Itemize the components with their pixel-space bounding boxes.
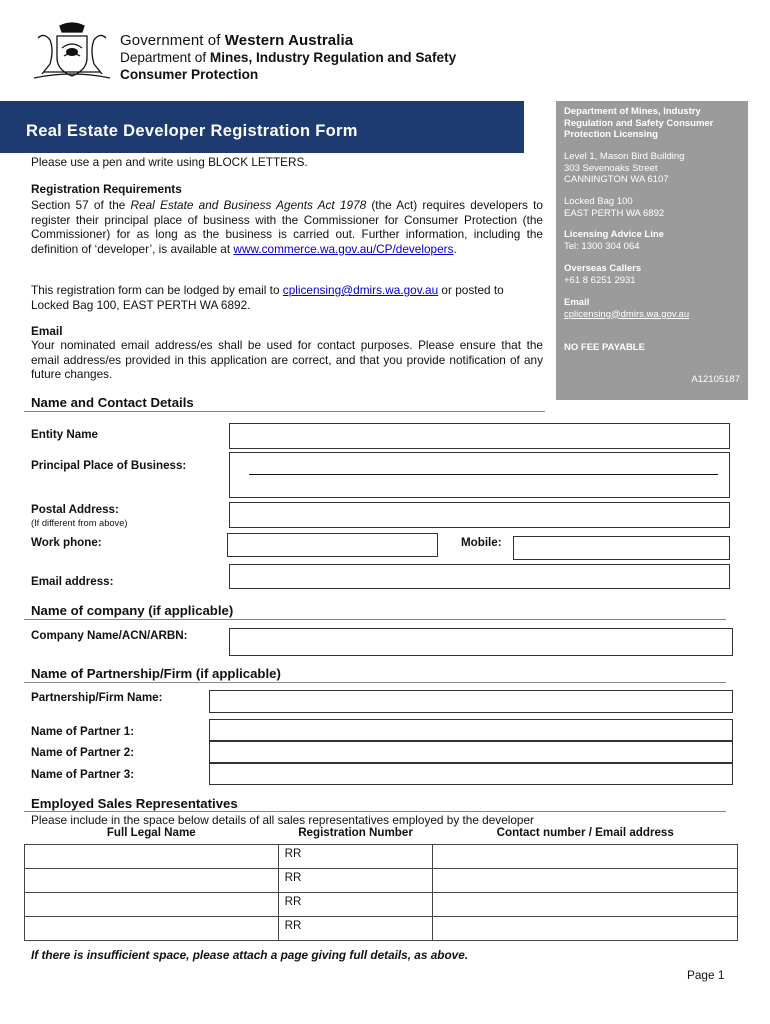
partnership-name-label: Partnership/Firm Name: — [31, 691, 163, 704]
form-title: Real Estate Developer Registration Form — [26, 122, 358, 140]
column-header: Contact number / Email address — [496, 826, 674, 839]
panel-dept: Department of Mines, Industry Regulation and Safety Consumer Protection Licensing — [564, 106, 714, 140]
rep-registration-cell[interactable]: RR — [278, 892, 433, 916]
table-row — [25, 916, 738, 940]
coat-of-arms-logo — [30, 22, 114, 84]
panel-email-link[interactable]: cplicensing@dmirs.wa.gov.au — [564, 308, 690, 320]
contact-section-title: Name and Contact Details — [31, 395, 194, 410]
section-divider — [24, 619, 726, 620]
partner-3-label: Name of Partner 3: — [31, 768, 135, 781]
partnership-name-field[interactable] — [209, 690, 733, 713]
requirements-heading: Registration Requirements — [31, 182, 182, 196]
division-name: Consumer Protection — [120, 67, 259, 82]
company-name-label: Company Name/ACN/ARBN: — [31, 629, 188, 642]
rep-name-cell[interactable] — [25, 916, 279, 940]
form-reference: A12105187 — [691, 374, 740, 385]
rep-contact-cell[interactable] — [433, 892, 738, 916]
panel-locked-bag: Locked Bag 100 EAST PERTH WA 6892 — [564, 196, 665, 219]
rep-contact-cell[interactable] — [433, 916, 738, 940]
mobile-field[interactable] — [513, 536, 730, 560]
rep-name-cell[interactable] — [25, 844, 279, 868]
company-section-title: Name of company (if applicable) — [31, 603, 234, 618]
panel-overseas: Overseas Callers +61 8 6251 2931 — [564, 263, 642, 286]
mobile-label: Mobile: — [461, 536, 502, 549]
postal-address-field[interactable] — [229, 502, 730, 528]
rep-name-cell[interactable] — [25, 892, 279, 916]
reps-instruction: Please include in the space below details of all sales representatives employed by the developer — [31, 813, 534, 827]
government-name: Government of Western Australia — [120, 32, 354, 49]
lodge-email-link[interactable]: cplicensing@dmirs.wa.gov.au — [282, 283, 439, 297]
partnership-section-title: Name of Partnership/Firm (if applicable) — [31, 666, 281, 681]
reps-section-title: Employed Sales Representatives — [31, 796, 238, 811]
table-row — [25, 868, 738, 892]
work-phone-field[interactable] — [227, 533, 438, 557]
rep-registration-cell[interactable]: RR — [278, 916, 433, 940]
requirements-text: Section 57 of the Real Estate and Business Agents Act 1978 (the Act) requires developers to register their principal place of business with the Commissioner for Consumer Protection (the Commissioner) for as long as the business is carried out. Further information, including the definition of ‘developer’, is available at www.commerce.wa.gov.au/CP/developers. — [31, 198, 543, 256]
section-divider — [24, 682, 726, 683]
email-address-field[interactable] — [229, 564, 730, 589]
rep-contact-cell[interactable] — [433, 868, 738, 892]
partner-2-label: Name of Partner 2: — [31, 746, 135, 759]
table-header-row — [25, 826, 738, 844]
partner-1-field[interactable] — [209, 719, 733, 741]
panel-address: Level 1, Mason Bird Building 303 Sevenoaks Street CANNINGTON WA 6107 — [564, 151, 685, 185]
info-panel — [556, 101, 748, 400]
pen-note: Please use a pen and write using BLOCK LETTERS. — [31, 155, 308, 169]
partner-3-field[interactable] — [209, 763, 733, 785]
entity-name-field[interactable] — [229, 423, 730, 449]
rep-contact-cell[interactable] — [433, 844, 738, 868]
principal-place-label: Principal Place of Business: — [31, 459, 187, 472]
panel-advice-line: Licensing Advice Line Tel: 1300 304 064 — [564, 229, 664, 252]
department-name: Department of Mines, Industry Regulation and Safety — [120, 50, 457, 65]
reps-footnote: If there is insufficient space, please attach a page giving full details, as above. — [31, 948, 469, 962]
work-phone-label: Work phone: — [31, 536, 102, 549]
postal-address-label: Postal Address: — [31, 503, 119, 516]
entity-name-label: Entity Name — [31, 428, 99, 441]
rep-name-cell[interactable] — [25, 868, 279, 892]
page-number: Page 1 — [687, 968, 725, 982]
developers-link[interactable]: www.commerce.wa.gov.au/CP/developers — [233, 241, 454, 256]
postal-address-note: (If different from above) — [31, 518, 128, 528]
partner-1-label: Name of Partner 1: — [31, 725, 135, 738]
panel-email: Email cplicensing@dmirs.wa.gov.au — [564, 297, 744, 320]
rep-registration-cell[interactable]: RR — [278, 868, 433, 892]
lodge-text: This registration form can be lodged by email to cplicensing@dmirs.wa.gov.au or posted to Locked Bag 100, EAST PERTH WA 6892. — [31, 283, 504, 312]
rep-registration-cell[interactable]: RR — [278, 844, 433, 868]
principal-place-field[interactable] — [229, 452, 730, 498]
table-row — [25, 844, 738, 868]
section-divider — [24, 411, 545, 412]
table-row — [25, 892, 738, 916]
column-header: Registration Number — [298, 826, 413, 839]
sales-reps-table — [24, 826, 738, 941]
section-divider — [24, 811, 726, 812]
address-line — [249, 474, 718, 475]
email-text: Your nominated email address/es shall be used for contact purposes. Please ensure that the email address/es provided in this application are correct, and that you provide notification of any future changes. — [31, 338, 543, 381]
partner-2-field[interactable] — [209, 741, 733, 763]
company-name-field[interactable] — [229, 628, 733, 656]
column-header: Full Legal Name — [106, 826, 196, 839]
email-address-label: Email address: — [31, 575, 114, 588]
email-heading: Email — [31, 324, 63, 338]
no-fee-label: NO FEE PAYABLE — [564, 342, 645, 353]
